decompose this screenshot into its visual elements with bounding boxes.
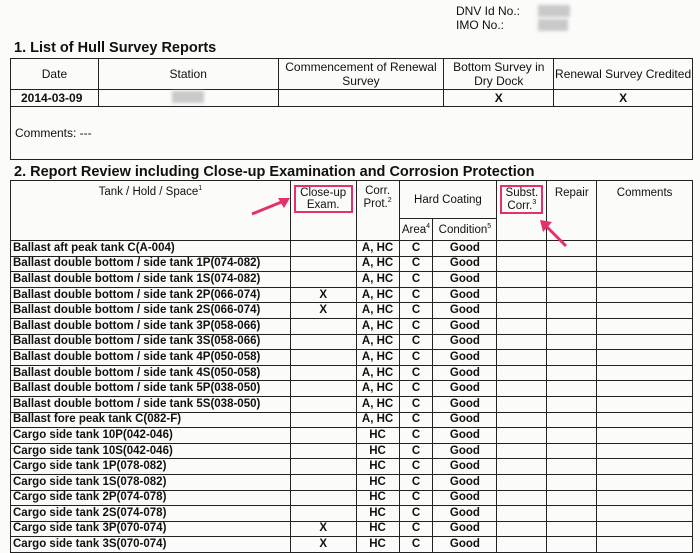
area-value: C bbox=[399, 412, 433, 428]
closeup-value bbox=[290, 241, 356, 257]
area-value: C bbox=[399, 365, 433, 381]
dnv-id-label: DNV Id No.: bbox=[456, 4, 521, 18]
subst-value bbox=[497, 303, 547, 319]
col-closeup: Close-up Exam. bbox=[290, 181, 356, 241]
comments-value bbox=[597, 459, 693, 475]
corr-prot-value: A, HC bbox=[356, 334, 399, 350]
corr-prot-value: A, HC bbox=[356, 412, 399, 428]
table-row bbox=[11, 381, 693, 397]
condition-value: Good bbox=[433, 459, 497, 475]
corr-prot-value: HC bbox=[356, 443, 399, 459]
condition-value: Good bbox=[433, 334, 497, 350]
condition-value: Good bbox=[433, 303, 497, 319]
area-value: C bbox=[399, 396, 433, 412]
tank-name: Ballast double bottom / side tank 3S(058-066) bbox=[11, 334, 291, 350]
repair-value bbox=[547, 412, 597, 428]
tank-name: Ballast double bottom / side tank 2S(066-074) bbox=[11, 303, 291, 319]
tank-name: Ballast double bottom / side tank 5P(038-050) bbox=[11, 381, 291, 397]
tank-name: Ballast double bottom / side tank 4P(050-058) bbox=[11, 350, 291, 366]
table-row bbox=[11, 459, 693, 475]
corr-prot-value: HC bbox=[356, 521, 399, 537]
comments-value bbox=[597, 334, 693, 350]
redacted-station bbox=[172, 91, 204, 103]
condition-value: Good bbox=[433, 256, 497, 272]
area-value: C bbox=[399, 350, 433, 366]
repair-value bbox=[547, 490, 597, 506]
col-tank: Tank / Hold / Space$^1$ bbox=[11, 181, 291, 241]
closeup-value bbox=[290, 256, 356, 272]
area-value: C bbox=[399, 443, 433, 459]
table-row bbox=[11, 241, 693, 257]
survey-date: 2014-03-09 bbox=[11, 90, 99, 107]
table-row bbox=[11, 474, 693, 490]
area-value: C bbox=[399, 537, 433, 553]
closeup-value: X bbox=[290, 287, 356, 303]
comments-value bbox=[597, 474, 693, 490]
repair-value bbox=[547, 318, 597, 334]
closeup-value bbox=[290, 443, 356, 459]
repair-value bbox=[547, 287, 597, 303]
col-corr-prot: Corr. Prot.$^2$ bbox=[356, 181, 399, 241]
condition-value: Good bbox=[433, 318, 497, 334]
table-row bbox=[11, 256, 693, 272]
corr-prot-value: A, HC bbox=[356, 381, 399, 397]
closeup-value: X bbox=[290, 521, 356, 537]
corr-prot-value: A, HC bbox=[356, 241, 399, 257]
identifier-block bbox=[456, 4, 570, 32]
table-row bbox=[11, 365, 693, 381]
comments-value bbox=[597, 318, 693, 334]
comments-value bbox=[597, 287, 693, 303]
subst-value bbox=[497, 381, 547, 397]
condition-value: Good bbox=[433, 412, 497, 428]
comments-value bbox=[597, 396, 693, 412]
tank-name: Cargo side tank 2P(074-078) bbox=[11, 490, 291, 506]
table-row bbox=[11, 521, 693, 537]
closeup-value bbox=[290, 428, 356, 444]
repair-value bbox=[547, 303, 597, 319]
table-row bbox=[11, 287, 693, 303]
corr-prot-value: HC bbox=[356, 474, 399, 490]
comments-value bbox=[597, 365, 693, 381]
repair-value bbox=[547, 350, 597, 366]
subst-value bbox=[497, 521, 547, 537]
subst-value bbox=[497, 474, 547, 490]
hull-survey-table bbox=[10, 58, 693, 160]
repair-value bbox=[547, 272, 597, 288]
area-value: C bbox=[399, 256, 433, 272]
subst-value bbox=[497, 396, 547, 412]
col-area: Area$^4$ bbox=[399, 219, 433, 241]
comments-value bbox=[597, 521, 693, 537]
comments-value bbox=[597, 256, 693, 272]
subst-value bbox=[497, 428, 547, 444]
subst-value bbox=[497, 350, 547, 366]
condition-value: Good bbox=[433, 241, 497, 257]
area-value: C bbox=[399, 318, 433, 334]
area-value: C bbox=[399, 272, 433, 288]
col-commencement: Commencement of Renewal Survey bbox=[278, 59, 444, 90]
condition-value: Good bbox=[433, 490, 497, 506]
tank-name: Cargo side tank 2S(074-078) bbox=[11, 506, 291, 522]
corr-prot-value: HC bbox=[356, 459, 399, 475]
corr-prot-value: HC bbox=[356, 490, 399, 506]
corr-prot-value: HC bbox=[356, 506, 399, 522]
condition-value: Good bbox=[433, 396, 497, 412]
tank-name: Cargo side tank 10P(042-046) bbox=[11, 428, 291, 444]
table-row bbox=[11, 412, 693, 428]
col-condition: Condition$^5$ bbox=[433, 219, 497, 241]
area-value: C bbox=[399, 428, 433, 444]
area-value: C bbox=[399, 506, 433, 522]
subst-value bbox=[497, 334, 547, 350]
repair-value bbox=[547, 334, 597, 350]
condition-value: Good bbox=[433, 365, 497, 381]
closeup-value bbox=[290, 381, 356, 397]
closeup-value bbox=[290, 506, 356, 522]
closeup-value bbox=[290, 350, 356, 366]
tank-name: Ballast double bottom / side tank 3P(058-066) bbox=[11, 318, 291, 334]
table-row bbox=[11, 506, 693, 522]
comments-value bbox=[597, 490, 693, 506]
renewal-value: X bbox=[554, 90, 693, 107]
tank-name: Cargo side tank 3P(070-074) bbox=[11, 521, 291, 537]
comments-value bbox=[597, 412, 693, 428]
col-date: Date bbox=[11, 59, 99, 90]
closeup-value: X bbox=[290, 537, 356, 553]
condition-value: Good bbox=[433, 287, 497, 303]
condition-value: Good bbox=[433, 350, 497, 366]
comments-value bbox=[597, 428, 693, 444]
comments: Comments: --- bbox=[11, 107, 693, 160]
comments-value bbox=[597, 506, 693, 522]
table-row bbox=[11, 272, 693, 288]
subst-value bbox=[497, 459, 547, 475]
redacted-dnv-id bbox=[538, 5, 570, 17]
corr-prot-value: A, HC bbox=[356, 318, 399, 334]
comments-value bbox=[597, 443, 693, 459]
subst-value bbox=[497, 318, 547, 334]
subst-value bbox=[497, 412, 547, 428]
corr-prot-value: HC bbox=[356, 428, 399, 444]
comments-value bbox=[597, 272, 693, 288]
table-row bbox=[11, 443, 693, 459]
area-value: C bbox=[399, 303, 433, 319]
pink-arrow-left bbox=[248, 194, 294, 218]
condition-value: Good bbox=[433, 443, 497, 459]
comments-value bbox=[597, 350, 693, 366]
closeup-value bbox=[290, 365, 356, 381]
condition-value: Good bbox=[433, 506, 497, 522]
corr-prot-value: A, HC bbox=[356, 396, 399, 412]
table-row bbox=[11, 318, 693, 334]
repair-value bbox=[547, 381, 597, 397]
comments-value bbox=[597, 303, 693, 319]
corr-prot-value: A, HC bbox=[356, 272, 399, 288]
comments-value bbox=[597, 241, 693, 257]
table-row bbox=[11, 428, 693, 444]
tank-name: Cargo side tank 10S(042-046) bbox=[11, 443, 291, 459]
section2-title: 2. Report Review including Close-up Examination and Corrosion Protection bbox=[14, 164, 535, 180]
col-repair: Repair bbox=[547, 181, 597, 241]
imo-label: IMO No.: bbox=[456, 18, 505, 32]
tank-name: Ballast fore peak tank C(082-F) bbox=[11, 412, 291, 428]
repair-value bbox=[547, 256, 597, 272]
repair-value bbox=[547, 459, 597, 475]
subst-value bbox=[497, 272, 547, 288]
subst-value bbox=[497, 287, 547, 303]
condition-value: Good bbox=[433, 272, 497, 288]
tank-name: Ballast double bottom / side tank 1S(074-082) bbox=[11, 272, 291, 288]
condition-value: Good bbox=[433, 521, 497, 537]
corr-prot-value: A, HC bbox=[356, 303, 399, 319]
repair-value bbox=[547, 365, 597, 381]
condition-value: Good bbox=[433, 428, 497, 444]
area-value: C bbox=[399, 490, 433, 506]
table-row bbox=[11, 490, 693, 506]
table-row bbox=[11, 537, 693, 553]
subst-value bbox=[497, 490, 547, 506]
closeup-value bbox=[290, 334, 356, 350]
review-rows bbox=[11, 241, 693, 553]
tank-name: Ballast double bottom / side tank 5S(038-050) bbox=[11, 396, 291, 412]
corr-prot-value: A, HC bbox=[356, 256, 399, 272]
col-renewal: Renewal Survey Credited bbox=[554, 59, 693, 90]
comments-value bbox=[597, 537, 693, 553]
subst-value bbox=[497, 256, 547, 272]
closeup-value bbox=[290, 459, 356, 475]
repair-value bbox=[547, 521, 597, 537]
repair-value bbox=[547, 428, 597, 444]
tank-name: Ballast double bottom / side tank 4S(050-058) bbox=[11, 365, 291, 381]
tank-name: Cargo side tank 1P(078-082) bbox=[11, 459, 291, 475]
col-bottom-survey: Bottom Survey in Dry Dock bbox=[444, 59, 554, 90]
area-value: C bbox=[399, 521, 433, 537]
col-station: Station bbox=[98, 59, 278, 90]
comments-value bbox=[597, 381, 693, 397]
corr-prot-value: A, HC bbox=[356, 365, 399, 381]
repair-value bbox=[547, 537, 597, 553]
col-hard-coating: Hard Coating bbox=[399, 181, 497, 219]
subst-value bbox=[497, 443, 547, 459]
tank-name: Ballast aft peak tank C(A-004) bbox=[11, 241, 291, 257]
repair-value bbox=[547, 396, 597, 412]
subst-value bbox=[497, 365, 547, 381]
closeup-value bbox=[290, 396, 356, 412]
report-review-table bbox=[10, 180, 693, 553]
bottom-survey-value: X bbox=[444, 90, 554, 107]
table-row bbox=[11, 334, 693, 350]
commencement-value bbox=[278, 90, 444, 107]
area-value: C bbox=[399, 474, 433, 490]
tank-name: Cargo side tank 3S(070-074) bbox=[11, 537, 291, 553]
area-value: C bbox=[399, 459, 433, 475]
closeup-value bbox=[290, 474, 356, 490]
closeup-value bbox=[290, 318, 356, 334]
redacted-imo bbox=[538, 19, 568, 31]
closeup-value bbox=[290, 490, 356, 506]
table-row bbox=[11, 350, 693, 366]
subst-value bbox=[497, 537, 547, 553]
closeup-value: X bbox=[290, 303, 356, 319]
corr-prot-value: HC bbox=[356, 537, 399, 553]
condition-value: Good bbox=[433, 474, 497, 490]
repair-value bbox=[547, 506, 597, 522]
section1-title: 1. List of Hull Survey Reports bbox=[14, 40, 217, 56]
table-row bbox=[11, 303, 693, 319]
tank-name: Ballast double bottom / side tank 2P(066-074) bbox=[11, 287, 291, 303]
tank-name: Cargo side tank 1S(078-082) bbox=[11, 474, 291, 490]
subst-value bbox=[497, 506, 547, 522]
area-value: C bbox=[399, 241, 433, 257]
corr-prot-value: A, HC bbox=[356, 287, 399, 303]
tank-name: Ballast double bottom / side tank 1P(074-082) bbox=[11, 256, 291, 272]
closeup-value bbox=[290, 412, 356, 428]
table-row bbox=[11, 396, 693, 412]
repair-value bbox=[547, 474, 597, 490]
closeup-value bbox=[290, 272, 356, 288]
station-cell bbox=[98, 90, 278, 107]
col-comments: Comments bbox=[597, 181, 693, 241]
col-subst-corr: Subst. Corr.$^3$ bbox=[497, 181, 547, 241]
repair-value bbox=[547, 443, 597, 459]
area-value: C bbox=[399, 334, 433, 350]
condition-value: Good bbox=[433, 537, 497, 553]
corr-prot-value: A, HC bbox=[356, 350, 399, 366]
condition-value: Good bbox=[433, 381, 497, 397]
area-value: C bbox=[399, 381, 433, 397]
area-value: C bbox=[399, 287, 433, 303]
pink-arrow-right bbox=[538, 218, 572, 252]
